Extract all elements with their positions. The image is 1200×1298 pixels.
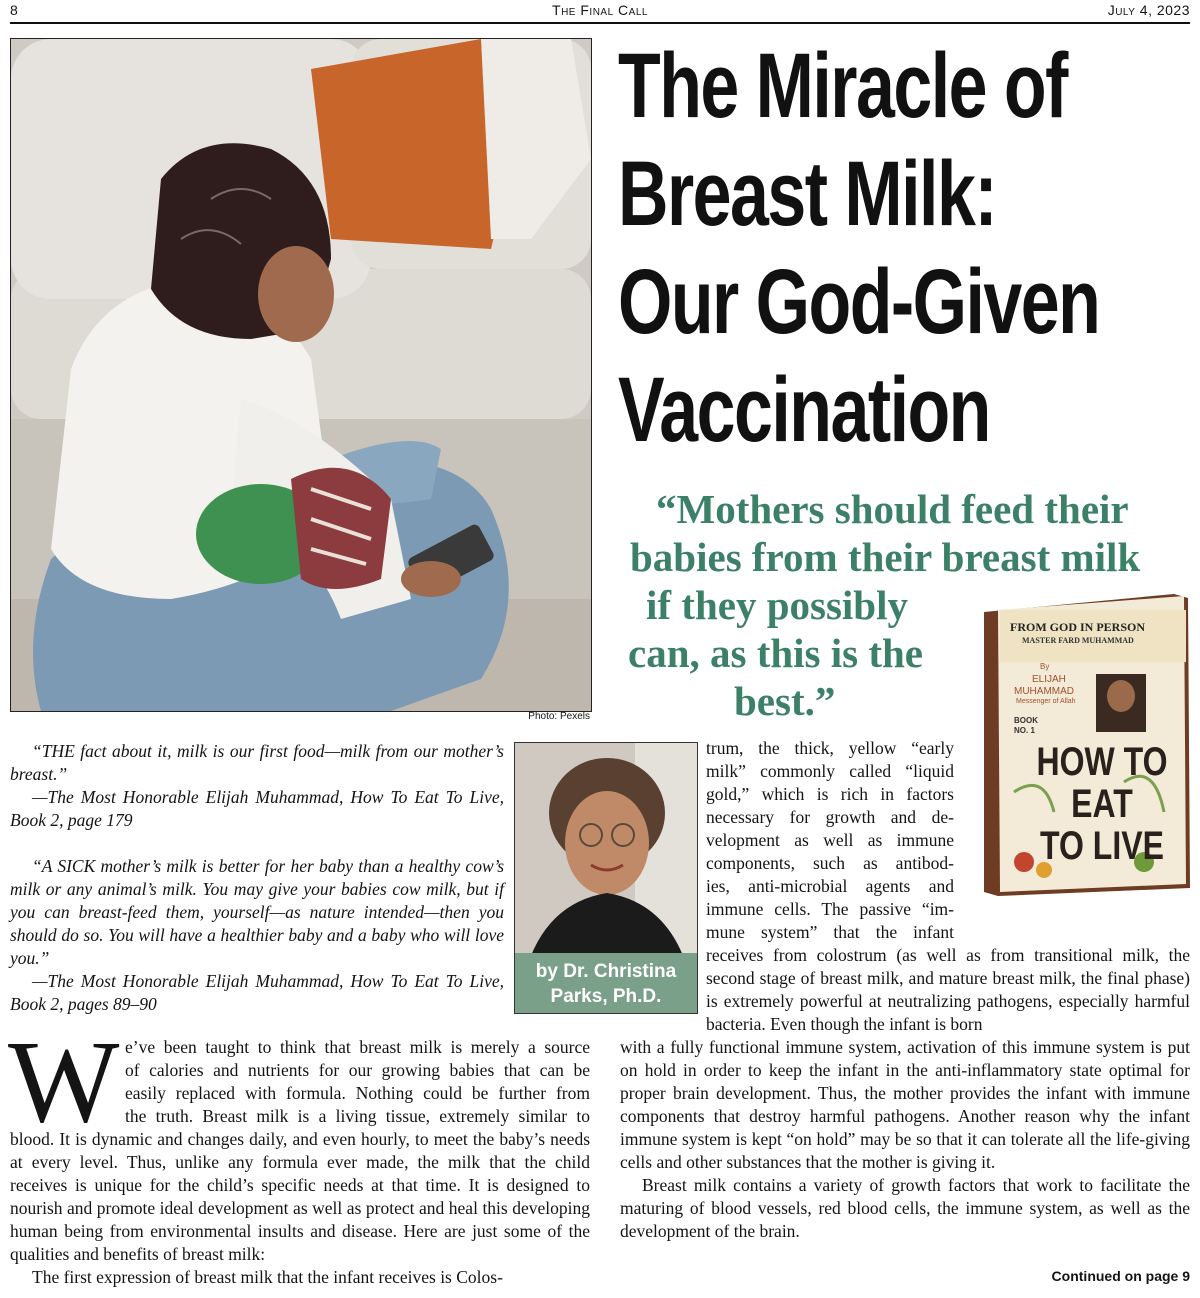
publication-name: The Final Call bbox=[552, 2, 648, 18]
pull-quote-line: if they possibly bbox=[646, 582, 908, 628]
page-number: 8 bbox=[10, 2, 18, 18]
text-line: mune system” that the infant bbox=[706, 922, 954, 942]
text-line: components, such as antibod- bbox=[706, 853, 954, 873]
paragraph: The first expression of breast milk that the infant receives is Colos- bbox=[32, 1267, 503, 1287]
byline-line: Parks, Ph.D. bbox=[550, 986, 662, 1007]
drop-cap: W bbox=[8, 1016, 120, 1147]
headline-line: Breast Milk: bbox=[618, 143, 997, 245]
book-top-line: FROM GOD IN PERSON bbox=[1010, 620, 1145, 634]
how-to-eat-to-live-book-cover bbox=[974, 592, 1194, 900]
text-line: e’ve been taught to think that breast milk is merely a source bbox=[125, 1037, 590, 1057]
book-author: ELIJAH bbox=[1032, 674, 1066, 685]
book-author: MUHAMMAD bbox=[1014, 686, 1074, 697]
epigraph-quotes bbox=[10, 740, 504, 1016]
paragraph: blood. It is dynamic and changes daily, and even hourly, to meet the baby’s needs at every level. Thus, unlike any formula ever made, the milk that the child receives is unique for the child’s specific needs at that time. It is designed to nourish and promote ideal development as well as protect and heal this developing human being from environmental insults and disease. Here are just some of the qualities and benefits of breast milk: bbox=[10, 1129, 590, 1264]
continued-on-page[interactable]: Continued on page 9 bbox=[1051, 1268, 1190, 1284]
intro-lines bbox=[125, 1036, 590, 1128]
left-column-body bbox=[10, 1128, 590, 1289]
pull-quote-line: babies from their breast milk bbox=[630, 534, 1141, 580]
author-photo bbox=[514, 742, 698, 1014]
book-by: By bbox=[1040, 662, 1050, 671]
epigraph-quote: “THE fact about it, milk is our first food—milk from our mother’s breast.” bbox=[10, 741, 504, 784]
wide-continuation-text: receives from colostrum (as well as from transitional milk, the second stage of breast milk, and mature breast milk, the final phase) is extremely powerful at neutralizing pathogens, especially harmful bacteria. Even though the infant is born bbox=[706, 945, 1190, 1034]
byline-line: by Dr. Christina bbox=[535, 961, 677, 982]
text-line: gold,” which is rich in factors bbox=[706, 784, 954, 804]
headline-line: The Miracle of bbox=[618, 35, 1067, 137]
right-column-body bbox=[620, 1036, 1190, 1243]
book-title: HOW TO bbox=[1036, 740, 1168, 784]
pull-quote-line: “Mothers should feed their bbox=[656, 486, 1129, 532]
book-title: EAT bbox=[1071, 782, 1133, 826]
paragraph: with a fully functional immune system, activation of this immune system is put on hold in order to keep the infant in the anti-inflammatory state optimal for proper brain development. Thus, the mother provides the infant with immune components that destroy harmful pathogens. Another reason why the infant immune system is kept “on hold” may be so that it can tolerate all the life-giving cells and other substances that the mother is giving it. bbox=[620, 1037, 1190, 1172]
book-number: NO. 1 bbox=[1014, 726, 1035, 735]
text-line: easily replaced with formula. Nothing could be further from bbox=[125, 1083, 590, 1103]
epigraph-source: —The Most Honorable Elijah Muhammad, How To Eat To Live, Book 2, pages 89–90 bbox=[10, 971, 504, 1014]
issue-date: July 4, 2023 bbox=[1107, 2, 1190, 18]
text-line: immune cells. The passive “im- bbox=[706, 899, 954, 919]
text-line: the truth. Breast milk is a living tissue, extremely similar to bbox=[125, 1106, 590, 1126]
book-author-title: Messenger of Allah bbox=[1016, 698, 1076, 705]
text-line: milk” commonly called “liquid bbox=[706, 761, 954, 781]
article-headline bbox=[618, 32, 1100, 464]
epigraph-source: —The Most Honorable Elijah Muhammad, How To Eat To Live, Book 2, page 179 bbox=[10, 787, 504, 830]
page-header bbox=[10, 0, 1190, 24]
text-line: velopment as well as immune bbox=[706, 830, 954, 850]
paragraph: Breast milk contains a variety of growth factors that work to facilitate the maturing of blood vessels, red blood cells, the immune system, as well as the development of the brain. bbox=[620, 1175, 1190, 1241]
mother-nursing-photo bbox=[10, 38, 592, 712]
text-line: necessary for growth and de- bbox=[706, 807, 954, 827]
book-number: BOOK bbox=[1014, 716, 1038, 725]
book-subtitle: MASTER FARD MUHAMMAD bbox=[1022, 636, 1134, 645]
narrow-column-text bbox=[706, 737, 954, 944]
pull-quote-line: can, as this is the bbox=[628, 630, 924, 676]
headline-line: Our God-Given bbox=[618, 251, 1100, 353]
text-line: ies, anti-microbial agents and bbox=[706, 876, 954, 896]
book-title: TO LIVE bbox=[1040, 824, 1164, 868]
pull-quote-line: best.” bbox=[734, 678, 836, 724]
text-line: trum, the thick, yellow “early bbox=[706, 738, 954, 758]
text-line: of calories and nutrients for our growing babies that can be bbox=[125, 1060, 590, 1080]
author-byline bbox=[515, 953, 697, 1013]
epigraph-quote: “A SICK mother’s milk is better for her baby than a healthy cow’s milk or any animal’s milk. You may give your babies cow milk, but if you can breast-feed them, yourself—as nature intended—then you should do so. You will have a healthier baby and a baby who will love you.” bbox=[10, 856, 504, 968]
photo-credit: Photo: Pexels bbox=[528, 711, 590, 722]
headline-line: Vaccination bbox=[618, 359, 990, 461]
